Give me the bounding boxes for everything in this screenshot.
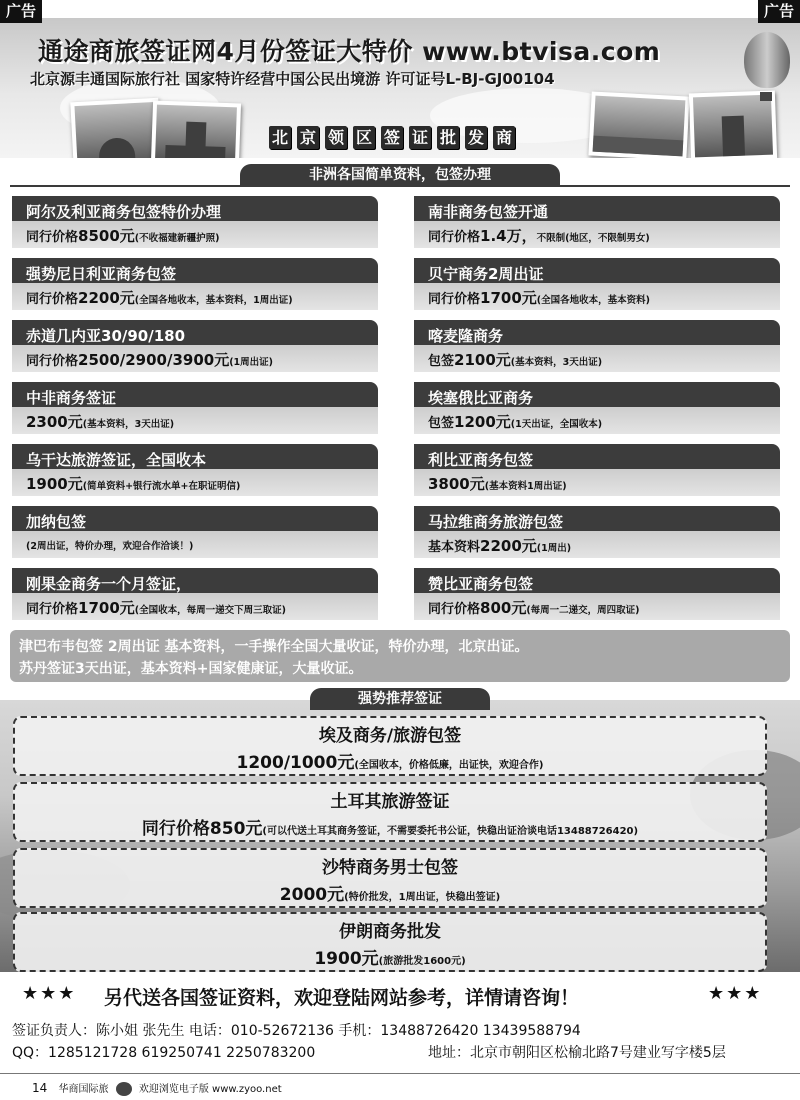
visa-card-cameroon (414, 320, 780, 372)
visa-card-price: 基本资料2200元(1周出) (428, 537, 572, 555)
visa-card-title: 利比亚商务包签 (428, 451, 534, 469)
visa-card-malawi (414, 506, 780, 558)
africa-section-heading: 非洲各国简单资料，包签办理 (240, 164, 560, 186)
visa-card-price: 同行价格1700元(全国收本，每周一递交下周三取证) (26, 599, 286, 617)
visa-card-title: 赤道几内亚30/90/180 (26, 327, 186, 345)
visa-card-title: 埃塞俄比亚商务 (428, 389, 534, 407)
visa-card-ethiopia (414, 382, 780, 434)
visa-card-equatorial-guinea (12, 320, 378, 372)
visa-card-nigeria (12, 258, 378, 310)
travel-photo-harbor (588, 91, 689, 158)
rec-card-title: 埃及商务/旅游包签 (318, 726, 462, 746)
notes-line-sudan: 苏丹签证3天出证，基本资料+国家健康证，大量收证。 (19, 661, 363, 677)
contact-line-qq: QQ：1285121728 619250741 2250783200 (12, 1045, 316, 1061)
visa-card-title: 加纳包签 (26, 513, 87, 531)
rec-card-price: 同行价格850元(可以代送土耳其商务签证，不需要委托书公证，快稳出证洽谈电话13488726420) (141, 819, 639, 839)
visa-card-title: 贝宁商务2周出证 (428, 265, 544, 283)
visa-card-price: 同行价格800元(每周一二递交，周四取证) (428, 599, 640, 617)
rec-card-price: 2000元(特价批发，1周出证，快稳出签证) (279, 885, 501, 905)
stars-right-icon: ★★★ (708, 983, 763, 1004)
travel-photo-taj-mahal (70, 98, 161, 158)
visa-card-title: 赞比亚商务包签 (428, 575, 534, 593)
travel-photo-temple (151, 100, 241, 158)
slogan-text: 另代送各国签证资料，欢迎登陆网站参考，详情请咨询！ (104, 987, 580, 1009)
rec-card-price: 1200/1000元(全国收本，价格低廉，出证快，欢迎合作) (236, 753, 544, 773)
slogan-banner (22, 983, 782, 1011)
rec-card-turkey (13, 782, 767, 842)
magazine-logo-icon (116, 1082, 132, 1096)
footer-text: 欢迎浏览电子版 www.zyoo.net (138, 1084, 282, 1095)
rec-card-title: 沙特商务男士包签 (322, 858, 458, 878)
visa-card-title: 强势尼日利亚商务包签 (26, 265, 177, 283)
stamp-char: 商 (493, 126, 515, 149)
header-subtitle: 北京源丰通国际旅行社 国家特许经营中国公民出境游 许可证号L-BJ-GJ00104 (30, 70, 555, 88)
ad-label-right: 广告 (758, 0, 800, 23)
hot-air-balloon-icon (744, 32, 790, 88)
visa-card-price: 包签2100元(基本资料，3天出证) (428, 351, 603, 369)
visa-card-price: 同行价格2200元(全国各地收本，基本资料，1周出证) (26, 289, 293, 307)
header-banner (0, 18, 800, 158)
footer-divider (0, 1073, 800, 1074)
visa-card-congo (12, 568, 378, 620)
visa-card-price: 包签1200元(1天出证，全国收本) (428, 413, 603, 431)
header-stamp (269, 126, 515, 149)
header-title: 通途商旅签证网4月份签证大特价 www.btvisa.com (38, 37, 661, 66)
visa-card-benin (414, 258, 780, 310)
visa-card-title: 阿尔及利亚商务包签特价办理 (26, 203, 222, 221)
rec-card-price: 1900元(旅游批发1600元) (314, 949, 466, 969)
visa-card-libya (414, 444, 780, 496)
recommended-section-heading: 强势推荐签证 (310, 688, 490, 710)
ad-label-left: 广告 (0, 0, 42, 23)
visa-card-zambia (414, 568, 780, 620)
stamp-char: 证 (409, 126, 431, 149)
stars-left-icon: ★★★ (22, 983, 77, 1004)
visa-card-price: 同行价格8500元(不收福建新疆护照) (26, 227, 220, 245)
stamp-char: 签 (381, 126, 403, 149)
page-number: 14 (32, 1081, 48, 1095)
visa-card-price: 3800元(基本资料1周出证) (428, 475, 567, 493)
visa-card-south-africa (414, 196, 780, 248)
visa-card-title: 马拉维商务旅游包签 (428, 513, 564, 531)
visa-card-price: 1900元(简单资料+银行流水单+在职证明信) (26, 475, 241, 493)
contact-line-people: 签证负责人：陈小姐 张先生 电话：010-52672136 手机：13488726420 13439588794 (12, 1023, 581, 1039)
visa-card-price: 同行价格2500/2900/3900元(1周出证) (26, 351, 274, 369)
stamp-char: 京 (297, 126, 319, 149)
rec-card-iran (13, 912, 767, 972)
visa-card-central-africa (12, 382, 378, 434)
visa-card-price: (2周出证，特价办理，欢迎合作洽谈！) (26, 541, 194, 552)
visa-card-algeria (12, 196, 378, 248)
visa-card-ghana (12, 506, 378, 558)
visa-card-price: 同行价格1700元(全国各地收本，基本资料) (428, 289, 650, 307)
visa-card-price: 同行价格1.4万，不限制(地区，不限制男女) (428, 227, 650, 245)
visa-card-title: 南非商务包签开通 (428, 203, 549, 221)
stamp-char: 区 (353, 126, 375, 149)
stamp-char: 发 (465, 126, 487, 149)
page-footer (32, 1080, 282, 1096)
rec-card-egypt (13, 716, 767, 776)
rec-card-saudi (13, 848, 767, 908)
stamp-char: 领 (325, 126, 347, 149)
africa-notes-box (10, 630, 790, 682)
stamp-char: 批 (437, 126, 459, 149)
visa-card-title: 乌干达旅游签证，全国收本 (26, 451, 207, 469)
visa-card-title: 喀麦隆商务 (428, 327, 504, 345)
visa-card-title: 刚果金商务一个月签证， (26, 575, 192, 593)
notes-line-zimbabwe: 津巴布韦包签 2周出证 基本资料，一手操作全国大量收证，特价办理，北京出证。 (19, 639, 529, 655)
balloon-basket-icon (760, 92, 772, 101)
magazine-name: 华商国际旅 (58, 1084, 109, 1095)
visa-card-price: 2300元(基本资料，3天出证) (26, 413, 175, 431)
visa-card-uganda (12, 444, 378, 496)
stamp-char: 北 (269, 126, 291, 149)
contact-address: 地址：北京市朝阳区松榆北路7号建业写字楼5层 (428, 1045, 726, 1061)
visa-card-title: 中非商务签证 (26, 389, 117, 407)
rec-card-title: 土耳其旅游签证 (330, 792, 450, 812)
rec-card-title: 伊朗商务批发 (339, 922, 441, 942)
